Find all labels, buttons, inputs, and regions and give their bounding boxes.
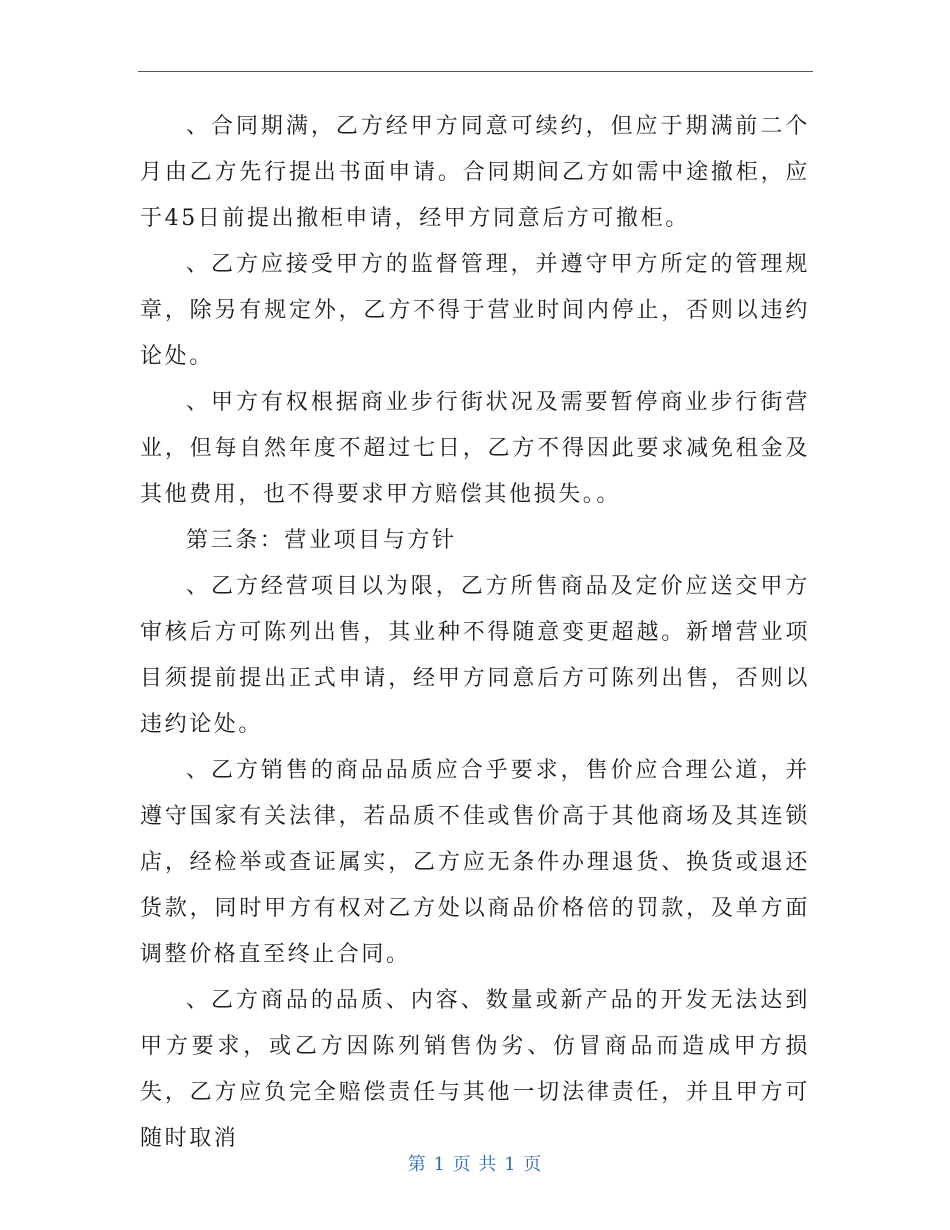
- section-heading-article-3: 第三条：营业项目与方针: [186, 528, 457, 553]
- paragraph-suspension: 、甲方有权根据商业步行街状况及需要暂停商业步行街营业，但每自然年度不超过七日，乙方不得因此要求减免租金及其他费用，也不得要求甲方赔偿其他损失。。: [140, 390, 810, 507]
- header-rule: [138, 71, 813, 72]
- paragraph-supervision: 、乙方应接受甲方的监督管理，并遵守甲方所定的管理规章，除另有规定外，乙方不得于营业时间内停止，否则以违约论处。: [140, 252, 810, 369]
- paragraph-product-quality: 、乙方销售的商品品质应合乎要求，售价应合理公道，并遵守国家有关法律，若品质不佳或售价高于其他商场及其连锁店，经检举或查证属实，乙方应无条件办理退货、换货或退还货款，同时甲方有权对乙方处以商品价格倍的罚款，及单方面调整价格直至终止合同。: [140, 758, 810, 967]
- paragraph-renewal: 、合同期满，乙方经甲方同意可续约，但应于期满前二个月由乙方先行提出书面申请。合同期间乙方如需中途撤柜，应于45日前提出撤柜申请，经甲方同意后方可撤柜。: [140, 114, 810, 231]
- page-number: 第 1 页 共 1 页: [407, 1154, 543, 1175]
- paragraph-liability: 、乙方商品的品质、内容、数量或新产品的开发无法达到甲方要求，或乙方因陈列销售伪劣、仿冒商品而造成甲方损失，乙方应负完全赔偿责任与其他一切法律责任，并且甲方可随时取消: [140, 988, 810, 1151]
- paragraph-business-scope: 、乙方经营项目以为限，乙方所售商品及定价应送交甲方审核后方可陈列出售，其业种不得随意变更超越。新增营业项目须提前提出正式申请，经甲方同意后方可陈列出售，否则以违约论处。: [140, 574, 810, 737]
- document-body: [140, 104, 810, 1162]
